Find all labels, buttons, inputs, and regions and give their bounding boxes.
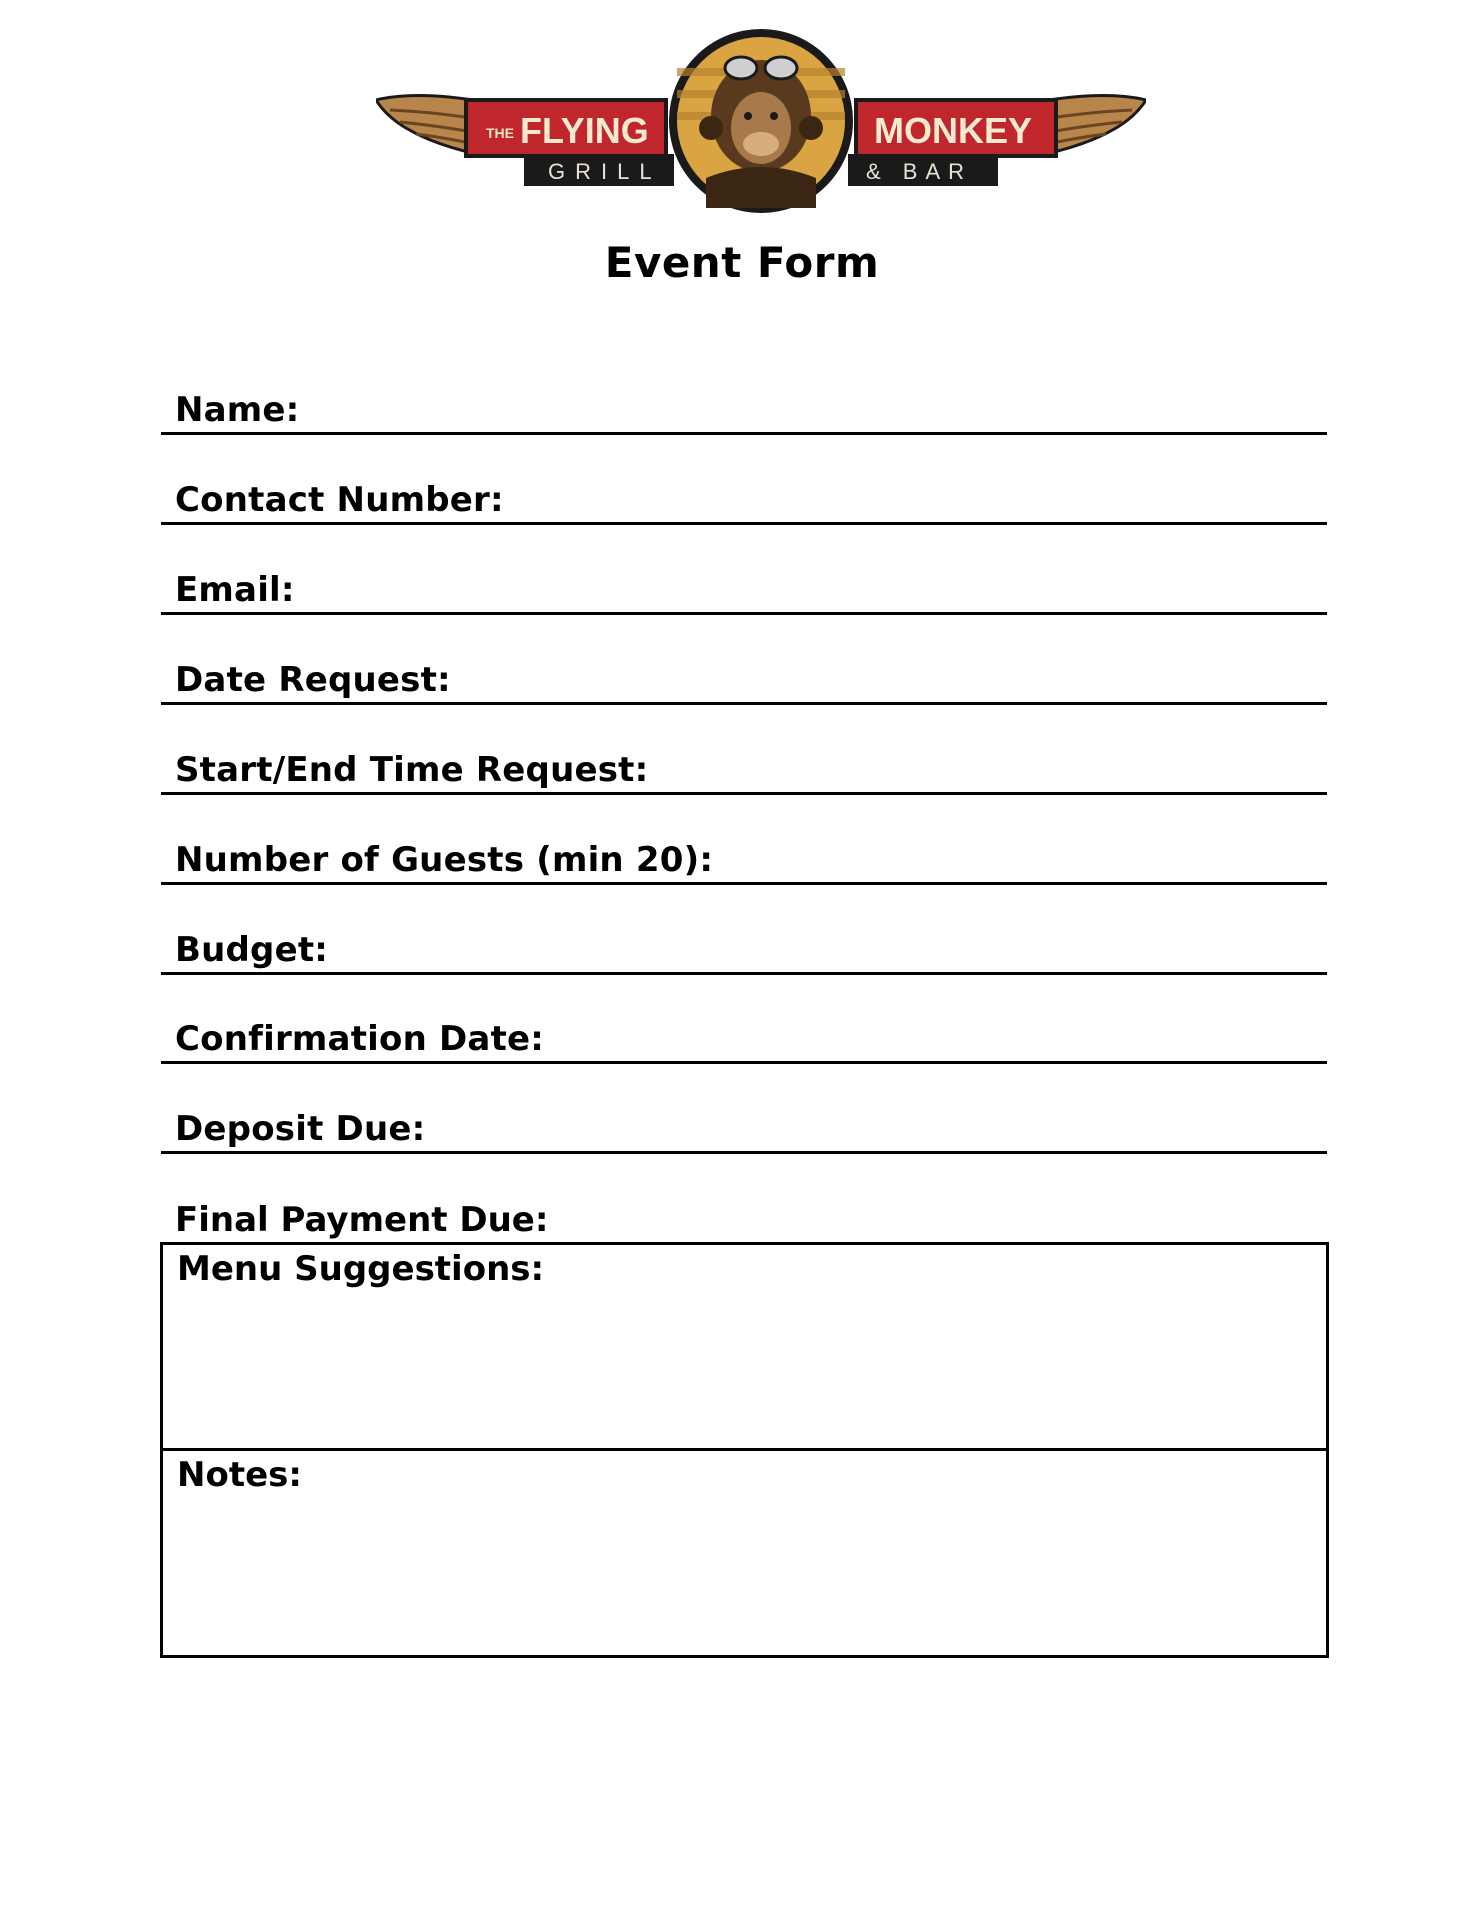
confirmation-date-label: Confirmation Date: [175, 1019, 545, 1059]
final-payment-due-label: Final Payment Due: [175, 1200, 549, 1240]
contact-number-field[interactable] [161, 474, 1327, 525]
menu-suggestions-label: Menu Suggestions: [177, 1249, 545, 1289]
name-label: Name: [175, 390, 300, 430]
date-request-field[interactable] [161, 654, 1327, 705]
monkey-pilot-icon [669, 29, 853, 213]
contact-number-label: Contact Number: [175, 480, 504, 520]
budget-label: Budget: [175, 930, 329, 970]
page-title: Event Form [604, 238, 880, 287]
notes-box[interactable] [163, 1451, 1326, 1655]
menu-suggestions-box[interactable] [163, 1245, 1326, 1451]
comments-box [160, 1242, 1329, 1658]
date-request-label: Date Request: [175, 660, 451, 700]
start-end-time-field[interactable] [161, 744, 1327, 795]
budget-field[interactable] [161, 924, 1327, 975]
logo-monkey-text: MONKEY [874, 110, 1033, 151]
logo-grill-text: GRILL [548, 159, 662, 184]
email-field[interactable] [161, 564, 1327, 615]
start-end-time-label: Start/End Time Request: [175, 750, 649, 790]
number-of-guests-field[interactable] [161, 834, 1327, 885]
deposit-due-label: Deposit Due: [175, 1109, 426, 1149]
notes-label: Notes: [177, 1455, 302, 1495]
confirmation-date-field[interactable] [161, 1013, 1327, 1064]
number-of-guests-label: Number of Guests (min 20): [175, 840, 714, 880]
deposit-due-field[interactable] [161, 1103, 1327, 1154]
name-field[interactable] [161, 384, 1327, 435]
logo-bar-text: & BAR [866, 159, 973, 184]
logo-the-text: THE [486, 125, 514, 141]
email-label: Email: [175, 570, 295, 610]
flying-monkey-logo [376, 28, 1146, 214]
logo-flying-text: FLYING [520, 110, 649, 151]
